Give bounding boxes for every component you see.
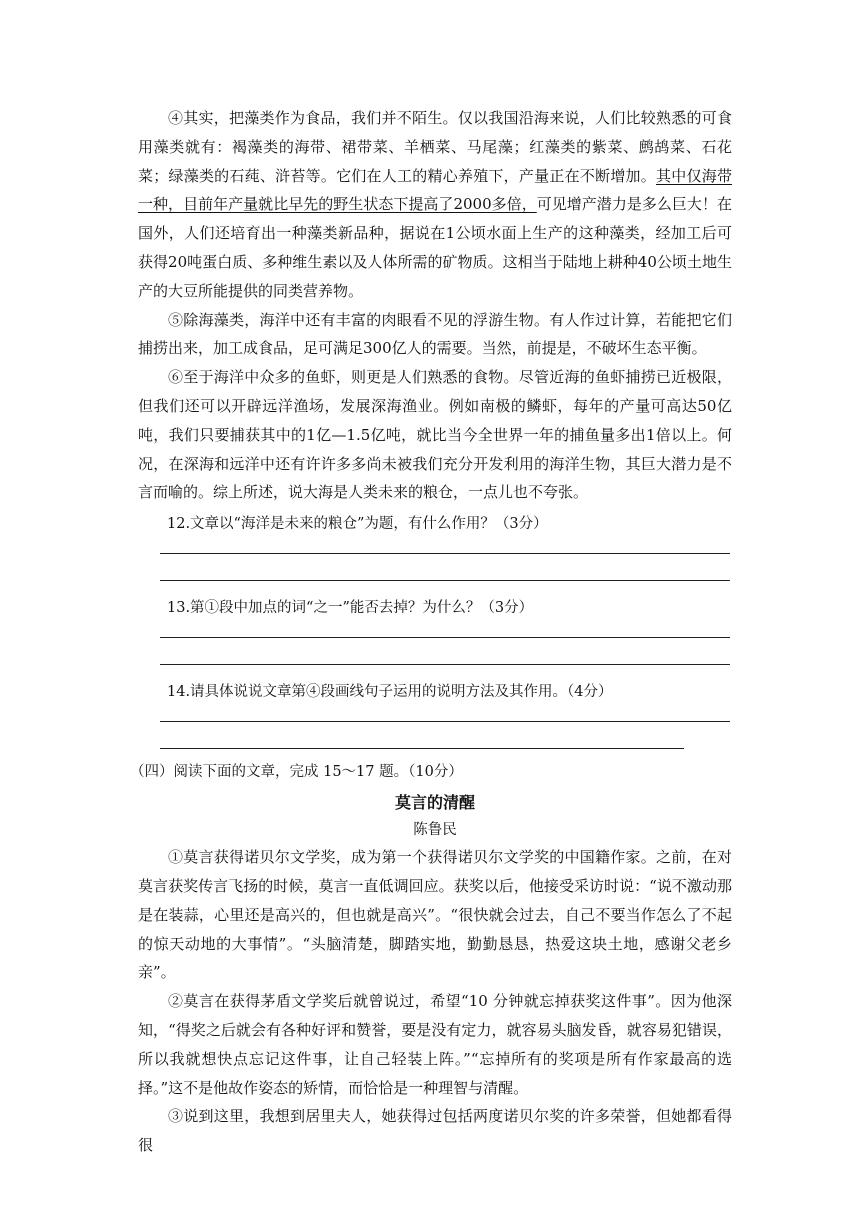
article-paragraph-1: ①莫言获得诺贝尔文学奖，成为第一个获得诺贝尔文学奖的中国籍作家。之前，在对莫言获奖传言飞扬的时候，莫言一直低调回应。获奖以后，他接受采访时说：“说不激动那是在装蒜，心里还是高兴的，但也就是高兴”。“很快就会过去，自己不要当作怎么了不起的惊天动地的大事情”。“头脑清楚，脚踏实地，勤勤恳恳，热爱这块土地，感谢父老乡亲”。 <box>138 848 732 982</box>
question-13: 13.第①段中加点的词“之一”能否去掉？为什么？（3分） <box>167 600 534 617</box>
paragraph-4 <box>138 104 732 306</box>
article-title: 莫言的清醒 <box>394 793 475 813</box>
answer-line[interactable] <box>160 580 730 581</box>
article-paragraph-3: ③说到这里，我想到居里夫人，她获得过包括两度诺贝尔奖的许多荣誉，但她都看得很 <box>138 1107 732 1155</box>
answer-line[interactable] <box>160 637 730 638</box>
answer-line[interactable] <box>160 748 684 749</box>
article-author: 陈鲁民 <box>413 822 457 839</box>
question-12: 12.文章以“海洋是未来的粮仓”为题，有什么作用？（3分） <box>167 516 548 533</box>
paragraph-6: ⑥至于海洋中众多的鱼虾，则更是人们熟悉的食物。尽管近海的鱼虾捕捞已近极限，但我们还可以开辟远洋渔场，发展深海渔业。例如南极的鳞虾，每年的产量可高达50亿吨，我们只要捕获其中的1亿—1.5亿吨，就比当今全世界一年的捕鱼量多出1倍以上。何况，在深海和远洋中还有许许多多尚未被我们充分开发利用的海洋生物，其巨大潜力是不言而喻的。综上所述，说大海是人类未来的粮仓，一点儿也不夸张。 <box>138 368 732 502</box>
underlined-sentence: 其中仅海带一种，目前年产量就比早先的野生状态下提高了2000多倍， <box>138 166 732 214</box>
answer-line[interactable] <box>160 721 730 722</box>
section-header: （四）阅读下面的文章，完成 15～17 题。（10分） <box>130 764 463 781</box>
page-content <box>130 104 732 1160</box>
paragraph-5: ⑤除海藻类，海洋中还有丰富的肉眼看不见的浮游生物。有人作过计算，若能把它们捕捞出来，加工成食品，足可满足300亿人的需要。当然，前提是，不破坏生态平衡。 <box>138 310 732 358</box>
question-14: 14.请具体说说文章第④段画线句子运用的说明方法及其作用。（4分） <box>167 684 613 701</box>
article-paragraph-2: ②莫言在获得茅盾文学奖后就曾说过，希望“10 分钟就忘掉获奖这件事”。因为他深知，“得奖之后就会有各种好评和赞誉，要是没有定力，就容易头脑发昏，就容易犯错误，所以我就想快点忘记这件事，让自己轻装上阵。”“忘掉所有的奖项是所有作家最高的选择。”这不是他故作姿态的矫情，而恰恰是一种理智与清醒。 <box>138 992 732 1097</box>
answer-line[interactable] <box>160 664 730 665</box>
paragraph-4-text: ④其实，把藻类作为食品，我们并不陌生。仅以我国沿海来说，人们比较熟悉的可食用藻类就有：褐藻类的海带、裙带菜、羊栖菜、马尾藻；红藻类的紫菜、鹧鸪菜、石花菜；绿藻类的石莼、浒苔等。它们在人工的精心养殖下，产量正在不断增加。 <box>138 109 732 185</box>
paragraph-4-text-end: 可见增产潜力是多么巨大！在国外，人们还培育出一种藻类新品种，据说在1公顷水面上生产的这种藻类，经加工后可获得20吨蛋白质、多种维生素以及人体所需的矿物质。这相当于陆地上耕种40公顷土地生产的大豆所能提供的同类营养物。 <box>138 195 732 300</box>
answer-line[interactable] <box>160 553 730 554</box>
